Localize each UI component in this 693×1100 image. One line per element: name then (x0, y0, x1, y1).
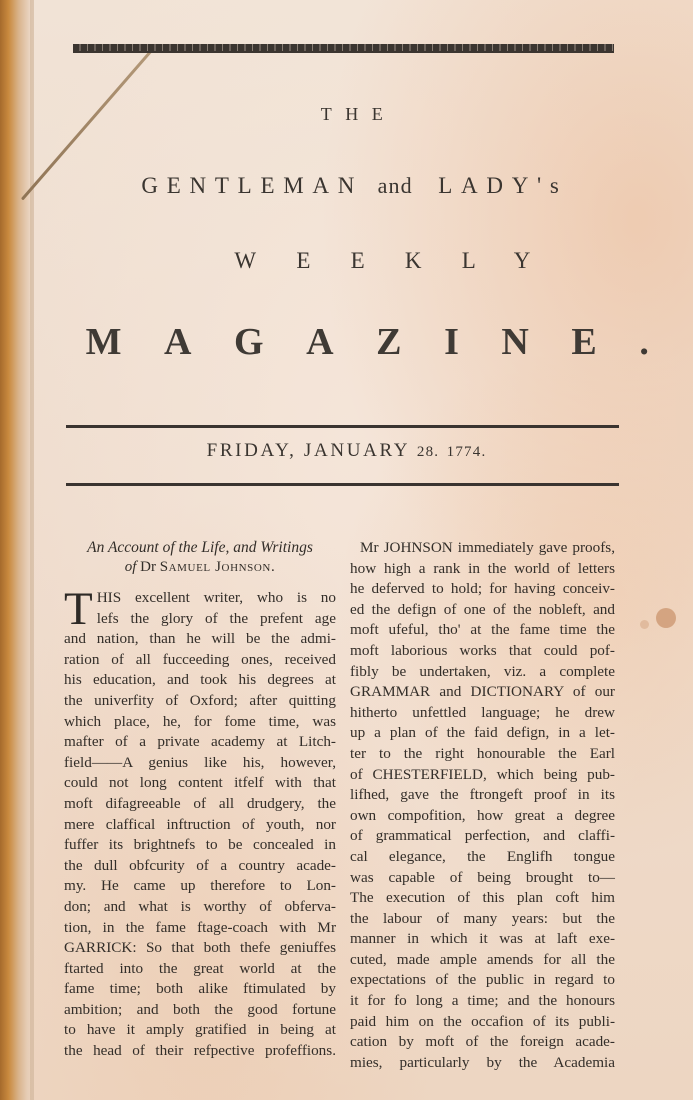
column-left (64, 538, 336, 1062)
dateline (0, 440, 693, 462)
text-line: moft difagreeable of all drudgery, the (64, 794, 336, 812)
text-line: fibly be undertaken, viz. a complete (350, 662, 615, 680)
text-line: paid him on the occafion of its publi- (350, 1012, 615, 1030)
drop-cap: T (64, 583, 93, 635)
text-line: lefs the glory of the prefent age (96, 609, 336, 627)
bottom-rule (66, 483, 619, 486)
masthead-gentleman-and-ladys (0, 173, 693, 199)
masthead-ladys: LADY's (438, 173, 568, 198)
masthead-the: THE (320, 104, 397, 124)
text-line: of grammatical perfection, and claffi- (350, 827, 615, 845)
text-line: the univerfity of Oxford; after quitting (64, 691, 336, 709)
text-line: was capable of being brought to— (350, 868, 615, 886)
text-line: own compofition, how great a degree (350, 806, 615, 824)
text-line: lifhed, gave the ftrongeft proof in its (350, 786, 615, 804)
text-line: expectations of the public in regard to (350, 971, 615, 989)
text-line: HIS excellent writer, who is no (96, 589, 336, 606)
text-line: fuffer its brightnefs to be concealed in (64, 836, 336, 854)
page-edge (30, 0, 34, 1100)
foxing-stain (656, 608, 676, 628)
text-line: moft ufeful, tho' at the fame time the (350, 621, 615, 639)
masthead-and: and (377, 173, 413, 198)
text-line: ed the defign of one of the nobleft, and (350, 600, 615, 618)
text-line: moft laborious works that could pof- (350, 641, 615, 659)
text-line: ter to the right honourable the Earl (350, 744, 615, 762)
masthead-weekly: WEEKLY (234, 248, 571, 273)
text-line: which place, he, for fome time, was (64, 712, 336, 730)
text-line: fame time; both alike ftimulated by (64, 980, 336, 998)
dateline-day-month: FRIDAY, JANUARY (206, 440, 410, 461)
dateline-year: 1774. (446, 444, 487, 460)
text-line: it for fo long a time; and the honours (350, 992, 615, 1010)
text-line: GARRICK: So that both thefe geniuffes (64, 939, 336, 957)
text-line: don; and what is worthy of obferva- (64, 897, 336, 915)
dateline-day: 28. (416, 444, 440, 460)
text-line: up a plan of the faid defign, in a let- (350, 724, 615, 742)
text-line: the dull obfcurity of a country acade- (64, 856, 336, 874)
text-line: to have it amply gratified in being at (64, 1021, 336, 1039)
column-right (350, 538, 615, 1073)
text-line: manner in which it was at laft exe- (350, 930, 615, 948)
text-line: mies, particularly by the Academia (350, 1053, 615, 1071)
text-line: he deferved to hold; for having conceiv- (350, 580, 615, 598)
book-spine (0, 0, 34, 1100)
text-line: mafter of a private academy at Litch- (64, 733, 336, 751)
text-line: tion, in the fame ftage-coach with Mr (64, 918, 336, 936)
text-line: the head of their refpective profeffions. (64, 1042, 336, 1060)
text-line: Mr JOHNSON immediately gave proofs, (360, 539, 615, 556)
text-line: of CHESTERFIELD, which being pub- (350, 765, 615, 783)
text-line: GRAMMAR and DICTIONARY of our (350, 683, 615, 701)
text-line: cal elegance, the Englifh tongue (350, 847, 615, 865)
ornamental-rule (73, 44, 614, 53)
text-line: and nation, than he will be the admi- (64, 630, 336, 648)
article-subtitle: of Dr Samuel Johnson. (124, 559, 276, 575)
text-line: his education, and took his degrees at (64, 671, 336, 689)
text-line: cation by moft of the foreign acade- (350, 1033, 615, 1051)
text-line: ftarted into the great world at the (64, 959, 336, 977)
text-line: how high a rank in the world of letters (350, 559, 615, 577)
text-line: my. He came up therefore to Lon- (64, 877, 336, 895)
text-line: mere claffical inftruction of youth, nor (64, 815, 336, 833)
text-line: the labour of many years: but the (350, 909, 615, 927)
text-line: ambition; and both the good fortune (64, 1000, 336, 1018)
foxing-stain (640, 620, 649, 629)
text-line: The execution of this plan coft him (350, 889, 615, 907)
article-title: An Account of the Life, and Writings (87, 539, 313, 556)
text-line: hitherto unfettled language; he drew (350, 703, 615, 721)
text-line: cuted, made ample amends for all the (350, 950, 615, 968)
top-rule (66, 425, 619, 428)
masthead-gentleman: GENTLEMAN (141, 173, 364, 198)
text-line: ration of all fucceeding ones, received (64, 650, 336, 668)
text-line: could not long content itfelf with that (64, 774, 336, 792)
text-line: field——A genius like his, however, (64, 753, 336, 771)
masthead-magazine: MAGAZINE. (85, 321, 692, 363)
